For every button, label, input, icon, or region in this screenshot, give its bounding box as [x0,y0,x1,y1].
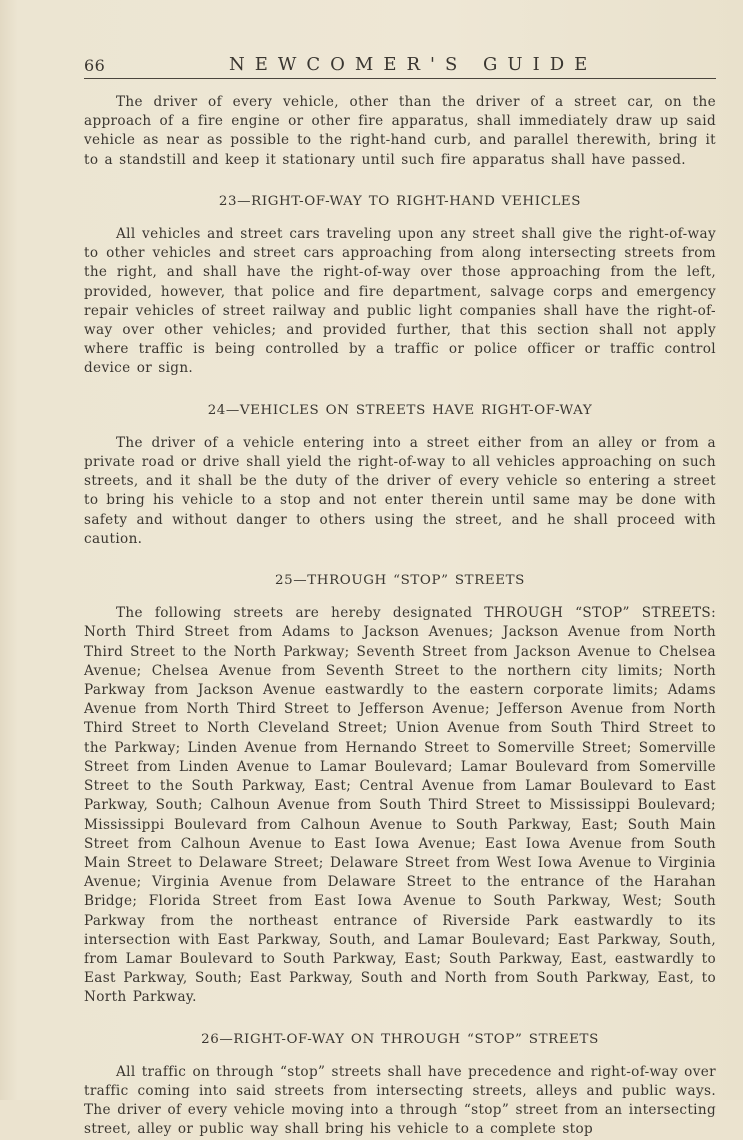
intro-paragraph: The driver of every vehicle, other than the driver of a street car, on the approach of a fire engine or other fire apparatus, shall immediately draw up said vehicle as near as possible to the right-hand curb, and parallel therewith, bring it to a standstill and keep it stationary until such fire apparatus shall have passed. [84,94,716,168]
header-rule [84,78,716,79]
section-text-23: All vehicles and street cars traveling upon any street shall give the right-of-way to other vehicles and street cars approaching from along intersecting streets from the right, and shall have the right-of-way over those approaching from the left, provided, however, that police and fire department, salvage corps and emergency repair vehicles of street railway and public light companies shall have the right-of-way over other vehicles; and provided further, that this section shall not apply where traffic is being controlled by a traffic or police officer or traffic control device or sign. [84,226,716,377]
section-heading-24: 24—VEHICLES ON STREETS HAVE RIGHT-OF-WAY [207,402,593,418]
running-title: NEWCOMER'S GUIDE [229,54,598,75]
page-number: 66 [84,56,106,75]
section-text-26: All traffic on through “stop” streets shall have precedence and right-of-way over traffic coming into said streets from intersecting streets, alleys and public ways. The driver of every vehicle moving into a through “stop” street from an intersecting street, alley or public way shall bring his vehicle to a complete stop [84,1063,716,1138]
section-text-25: The following streets are hereby designated THROUGH “STOP” STREETS: North Third Street from Adams to Jackson Avenues; Jackson Avenue from North Third Street to the North Parkway; Seventh Street from Jackson Avenue to Chelsea Avenue; Chelsea Avenue from Seventh Street to the northern city limits; North Parkway from Jackson Avenue eastwardly to the eastern corporate limits; Adams Avenue from North Third Street to Jefferson Avenue; Jefferson Avenue from North Third Street to North Cleveland Street; Union Avenue from South Third Street to the Parkway; Linden Avenue from Hernando Street to Somerville Street; Somerville Street from Linden Avenue to Lamar Boulevard; Lamar Boulevard from Somerville Street to the South Parkway, East; Central Avenue from Lamar Boulevard to East Parkway, South; Calhoun Avenue from South Third Street to Mississippi Boulevard; Mississippi Boulevard from Calhoun Avenue to South Parkway, East; South Main Street from Calhoun Avenue to East Iowa Avenue; East Iowa Avenue from South Main Street to Delaware Street; Delaware Street from West Iowa Avenue to Virginia Avenue; Virginia Avenue from Delaware Street to the entrance of the Harahan Bridge; Florida Street from East Iowa Avenue to South Parkway, West; South Parkway from the northeast entrance of Riverside Park eastwardly to its intersection with East Parkway, South, and Lamar Boulevard; East Parkway, South, from Lamar Boulevard to South Parkway, East; South Parkway, East, eastwardly to East Parkway, South; East Parkway, South and North from South Parkway, East, to North Parkway. [84,605,716,1006]
page-header [84,52,716,78]
section-heading-23: 23—RIGHT-OF-WAY TO RIGHT-HAND VEHICLES [218,193,582,209]
section-text-24: The driver of a vehicle entering into a street either from an alley or from a private road or drive shall yield the right-of-way to all vehicles approaching on such streets, and it shall be the duty of the driver of every vehicle so entering a street to bring his vehicle to a stop and not enter therein until same may be done with safety and without danger to others using the street, and he shall proceed with caution. [84,434,716,547]
page-body [84,93,716,1140]
section-heading-25: 25—THROUGH “STOP” STREETS [275,573,525,589]
section-heading-26: 26—RIGHT-OF-WAY ON THROUGH “STOP” STREETS [201,1031,599,1047]
